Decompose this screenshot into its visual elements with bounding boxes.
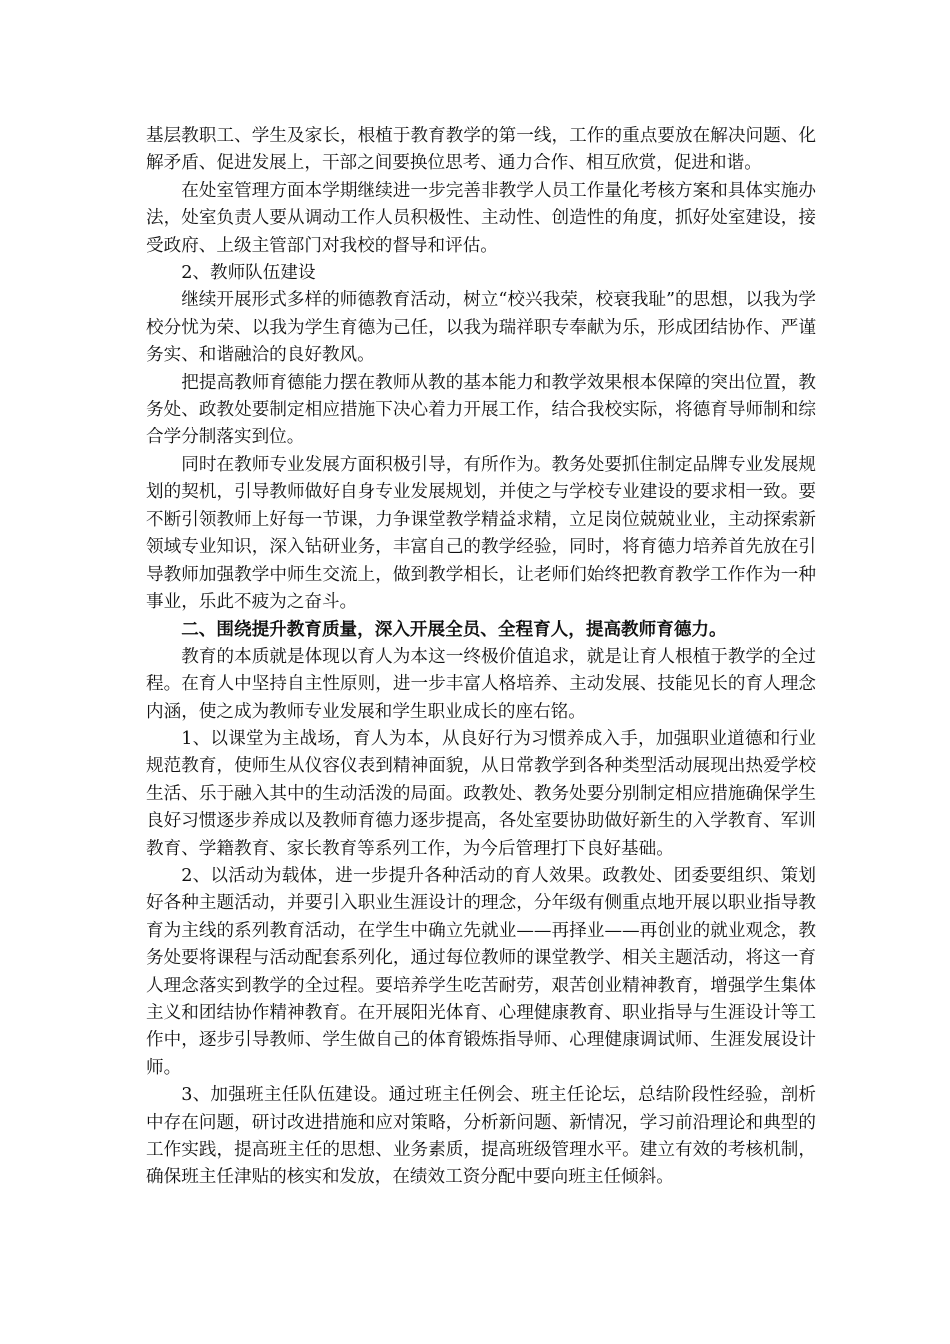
paragraph-classroom-main-battlefield: 1、以课堂为主战场，育人为本，从良好行为习惯养成入手，加强职业道德和行业规范教育，使师生从仪容仪表到精神面貌，从日常教学到各种类型活动展现出热爱学校生活、乐于融入其中的生动活泼的局面。政教处、教务处要分别制定相应措施确保学生良好习惯逐步养成以及教师育德力逐步提高，各处室要协助做好新生的入学教育、军训教育、学籍教育、家长教育等系列工作，为今后管理打下良好基础。	[146, 728, 816, 859]
paragraph-activities-as-carrier: 2、以活动为载体，进一步提升各种活动的育人效果。政教处、团委要组织、策划好各种主题活动，并要引入职业生涯设计的理念，分年级有侧重点地开展以职业指导教育为主线的系列教育活动，在学生中确立先就业——再择业——再创业的就业观念，教务处要将课程与活动配套系列化，通过每位教师的课堂教学、相关主题活动，将这一育人理念落实到教学的全过程。要培养学生吃苦耐劳，艰苦创业精神教育，增强学生集体主义和团结协作精神教育。在开展阳光体育、心理健康教育、职业指导与生涯设计等工作中，逐步引导教师、学生做自己的体育锻炼指导师、心理健康调试师、生涯发展设计师。	[146, 865, 816, 1078]
paragraph-moral-education-ability: 把提高教师育德能力摆在教师从教的基本能力和教学效果根本保障的突出位置，教务处、政教处要制定相应措施下决心着力开展工作，结合我校实际，将德育导师制和综合学分制落实到位。	[146, 372, 816, 448]
paragraph-teacher-ethics: 继续开展形式多样的师德教育活动，树立“校兴我荣，校衰我耻”的思想，以我为学校分忧为荣、以我为学生育德为己任，以我为瑞祥职专奉献为乐，形成团结协作、严谨务实、和谐融洽的良好教风。	[146, 290, 816, 366]
paragraph-leadership-continuation: 基层教职工、学生及家长，根植于教育教学的第一线，工作的重点要放在解决问题、化解矛盾、促进发展上，干部之间要换位思考、通力合作、相互欣赏，促进和谐。	[146, 126, 816, 174]
paragraph-office-management: 在处室管理方面本学期继续进一步完善非教学人员工作量化考核方案和具体实施办法，处室负责人要从调动工作人员积极性、主动性、创造性的角度，抓好处室建设，接受政府、上级主管部门对我校的督导和评估。	[146, 180, 816, 256]
document-page	[146, 123, 816, 1192]
paragraph-professional-development: 同时在教师专业发展方面积极引导，有所作为。教务处要抓住制定品牌专业发展规划的契机，引导教师做好自身专业发展规划，并使之与学校专业建设的要求相一致。要不断引领教师上好每一节课，力争课堂教学精益求精，立足岗位兢兢业业，主动探索新领域专业知识，深入钻研业务，丰富自己的教学经验，同时，将育德力培养首先放在引导教师加强教学中师生交流上，做到教学相长，让老师们始终把教育教学工作作为一种事业，乐此不疲为之奋斗。	[146, 454, 816, 612]
paragraph-essence-of-education: 教育的本质就是体现以育人为本这一终极价值追求，就是让育人根植于教学的全过程。在育人中坚持自主性原则，进一步丰富人格培养、主动发展、技能见长的育人理念内涵，使之成为教师专业发展和学生职业成长的座右铭。	[146, 646, 816, 722]
paragraph-head-teacher-team: 3、加强班主任队伍建设。通过班主任例会、班主任论坛，总结阶段性经验，剖析中存在问题，研讨改进措施和应对策略，分析新问题、新情况，学习前沿理论和典型的工作实践，提高班主任的思想、业务素质，提高班级管理水平。建立有效的考核机制，确保班主任津贴的核实和发放，在绩效工资分配中要向班主任倾斜。	[146, 1085, 816, 1188]
section-heading-teacher-team: 2、教师队伍建设	[181, 263, 316, 284]
section-heading-education-quality: 二、围绕提升教育质量，深入开展全员、全程育人，提高教师育德力。	[181, 619, 727, 641]
